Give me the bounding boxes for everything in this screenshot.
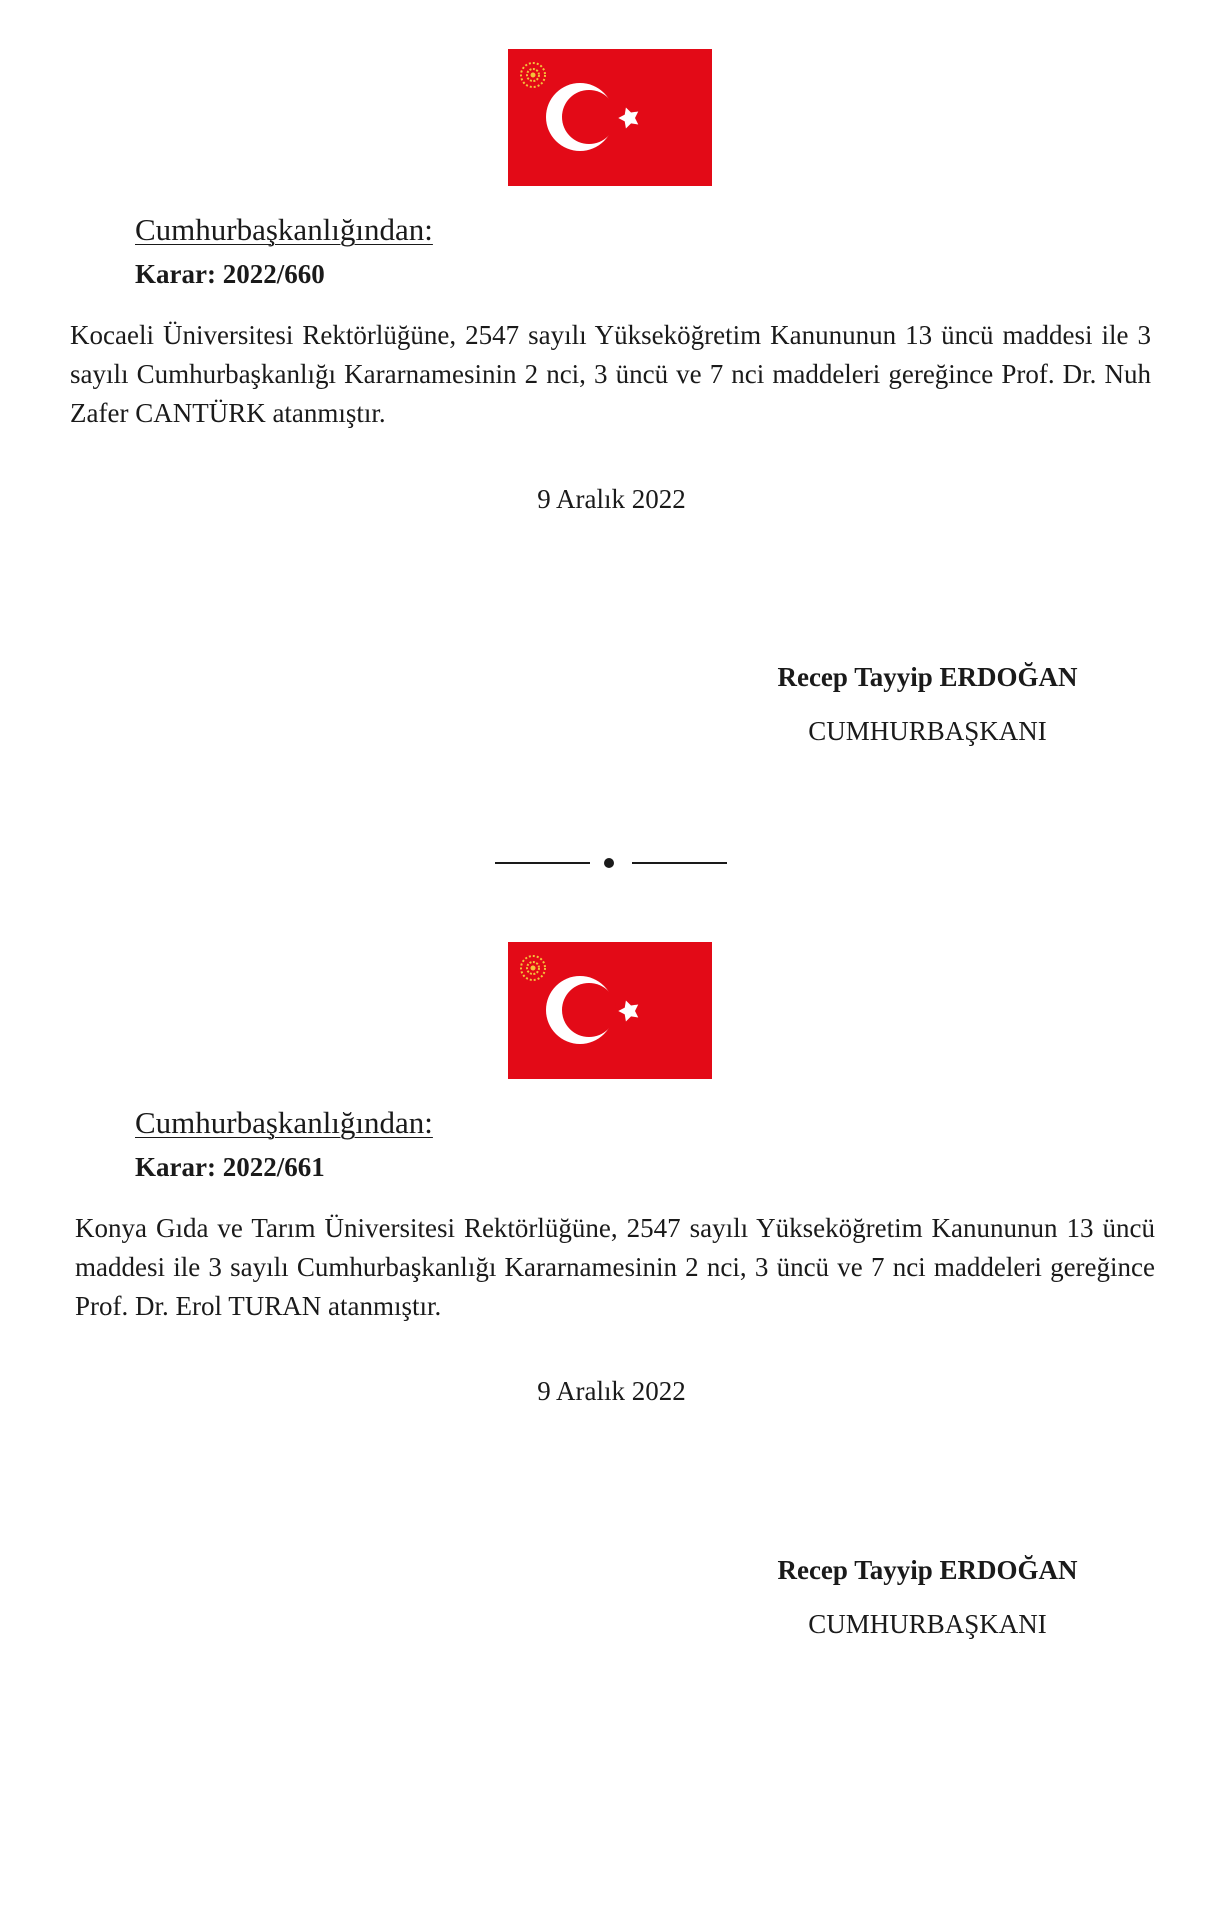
decision-body: Konya Gıda ve Tarım Üniversitesi Rektörlüğüne, 2547 sayılı Yükseköğretim Kanununun 13 üncü maddesi ile 3 sayılı Cumhurbaşkanlığı Kararnamesinin 2 nci, 3 üncü ve 7 nci maddeleri gereğince Prof. Dr. Erol TURAN atanmıştır.	[75, 1213, 1155, 1321]
issuer-heading: Cumhurbaşkanlığından:	[135, 212, 433, 247]
issuer-heading: Cumhurbaşkanlığından:	[135, 1105, 433, 1140]
separator-dot-icon	[604, 858, 614, 868]
separator-line-left	[495, 862, 590, 864]
signatory-title: CUMHURBAŞKANI	[808, 716, 1047, 746]
decision-number: Karar: 2022/660	[135, 259, 325, 289]
signatory-name: Recep Tayyip ERDOĞAN	[777, 662, 1078, 692]
turkish-flag-icon	[508, 49, 712, 186]
flag-emblem-svg	[508, 942, 712, 1079]
flag-emblem-svg	[508, 49, 712, 186]
decision-body: Kocaeli Üniversitesi Rektörlüğüne, 2547 sayılı Yükseköğretim Kanununun 13 üncü maddesi ile 3 sayılı Cumhurbaşkanlığı Kararnamesinin 2 nci, 3 üncü ve 7 nci maddeleri gereğince Prof. Dr. Nuh Zafer CANTÜRK atanmıştır.	[70, 320, 1151, 428]
signatory-title: CUMHURBAŞKANI	[808, 1609, 1047, 1639]
turkish-flag-icon	[508, 942, 712, 1079]
section-separator	[495, 855, 727, 869]
separator-line-right	[632, 862, 727, 864]
decision-date: 9 Aralık 2022	[537, 484, 686, 514]
signatory-name: Recep Tayyip ERDOĞAN	[777, 1555, 1078, 1585]
decision-date: 9 Aralık 2022	[537, 1376, 686, 1406]
decision-number: Karar: 2022/661	[135, 1152, 325, 1182]
